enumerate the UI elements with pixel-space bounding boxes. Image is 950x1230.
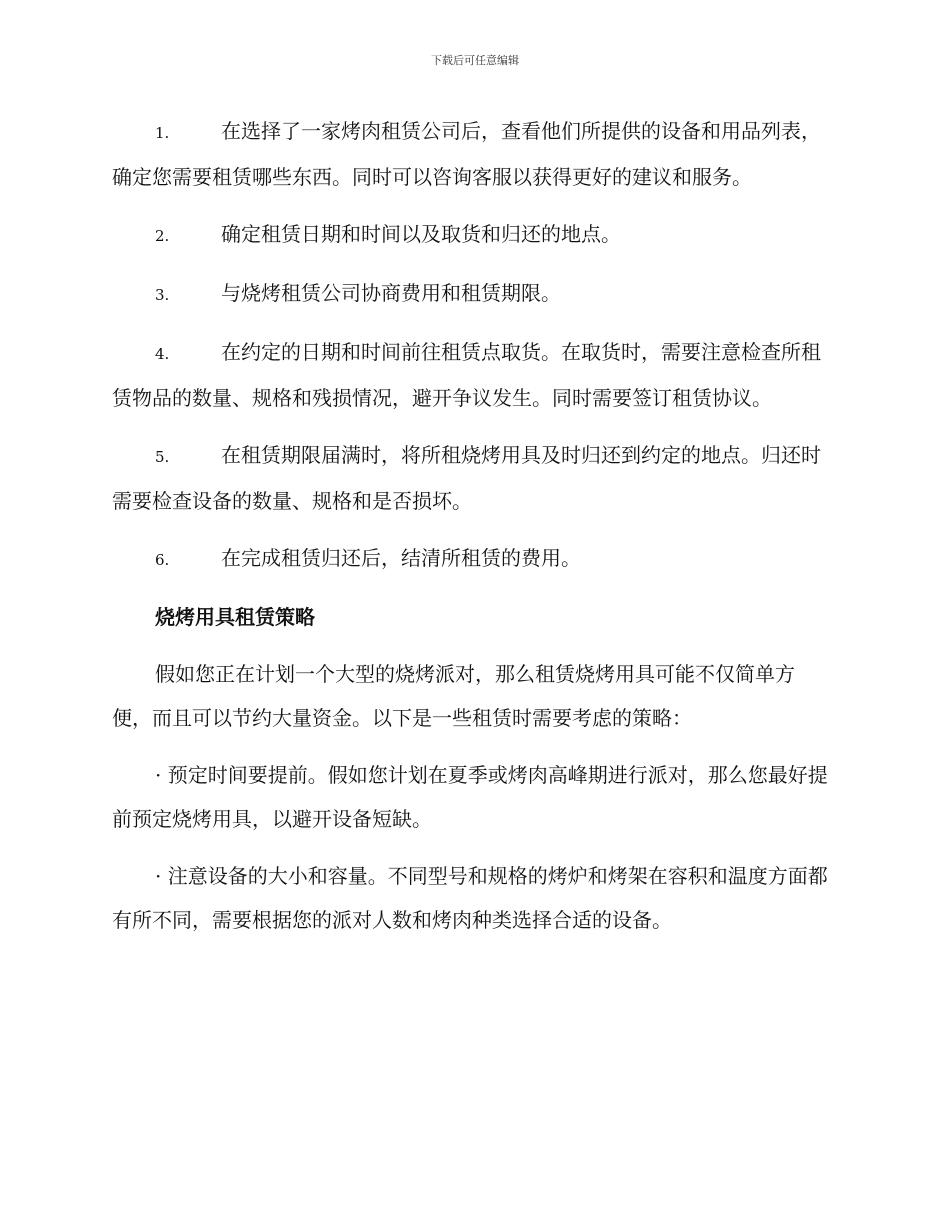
list-text: 在完成租赁归还后，结清所租赁的费用。: [221, 546, 581, 570]
list-text: 确定租赁日期和时间以及取货和归还的地点。: [221, 222, 621, 246]
list-text: 与烧烤租赁公司协商费用和租赁期限。: [221, 281, 561, 305]
list-text: 在租赁期限届满时，将所租烧烤用具及时归还到约定的地点。归还时需要检查设备的数量、规格和是否损坏。: [112, 443, 821, 513]
list-number: 3.: [155, 286, 170, 304]
list-number: 5.: [155, 448, 170, 466]
bullet-item: · 注意设备的大小和容量。不同型号和规格的烤炉和烤架在容积和温度方面都有所不同，需要根据您的派对人数和烤肉种类选择合适的设备。: [112, 864, 828, 932]
page-header: 下载后可任意编辑: [431, 54, 519, 67]
document-body: [112, 109, 834, 955]
list-item: [112, 330, 834, 420]
list-item: [112, 536, 834, 582]
bullet-item: · 预定时间要提前。假如您计划在夏季或烤肉高峰期进行派对，那么您最好提前预定烧烤用具，以避开设备短缺。: [112, 763, 828, 831]
list-text: 在约定的日期和时间前往租赁点取货。在取货时，需要注意检查所租赁物品的数量、规格和残损情况，避开争议发生。同时需要签订租赁协议。: [112, 340, 821, 410]
list-number: 4.: [155, 345, 170, 363]
list-item: [112, 433, 834, 523]
list-item: [112, 109, 834, 199]
list-item: [112, 212, 834, 258]
section-heading: 烧烤用具租赁策略: [155, 605, 315, 629]
list-text: 在选择了一家烤肉租赁公司后，查看他们所提供的设备和用品列表，确定您需要租赁哪些东西。同时可以咨询客服以获得更好的建议和服务。: [112, 119, 821, 189]
list-number: 2.: [155, 227, 170, 245]
section-intro: 假如您正在计划一个大型的烧烤派对，那么租赁烧烤用具可能不仅简单方便，而且可以节约大量资金。以下是一些租赁时需要考虑的策略：: [112, 662, 795, 730]
list-number: 6.: [155, 551, 170, 569]
list-item: [112, 271, 834, 317]
list-number: 1.: [155, 124, 170, 142]
